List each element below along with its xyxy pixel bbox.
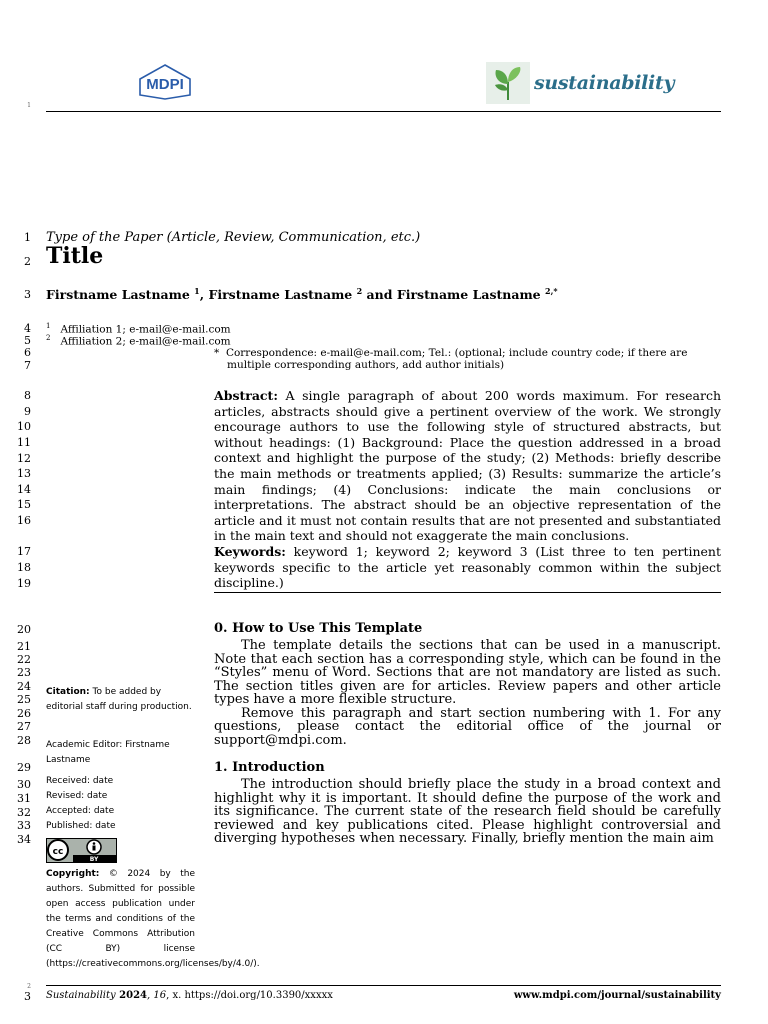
line-number: 24 [17, 680, 31, 693]
line-number: 15 [17, 498, 31, 511]
line-number: 5 [24, 334, 31, 347]
date-received: Received: date [46, 776, 114, 786]
abstract-label: Abstract: [214, 388, 278, 403]
affiliation-text: Affiliation 1; e-mail@e-mail.com [60, 323, 231, 336]
line-number: 22 [17, 653, 31, 666]
line-number: 28 [17, 734, 31, 747]
section-body [214, 778, 721, 846]
line-number: 14 [17, 483, 31, 496]
date-published: Published: date [46, 821, 116, 831]
author-name: , Firstname Lastname [199, 287, 357, 303]
cc-by-license-badge[interactable] [46, 838, 117, 863]
line-number: 17 [17, 545, 31, 558]
line-number: 34 [17, 833, 31, 846]
keywords-label: Keywords: [214, 544, 286, 559]
journal-url[interactable]: www.mdpi.com/journal/sustainability [513, 990, 721, 1001]
mdpi-logo [137, 64, 193, 100]
author-affiliation-mark: 2 [356, 286, 363, 296]
line-number: 32 [17, 806, 31, 819]
footer-year: 2024 [115, 990, 147, 1001]
line-number: 20 [17, 623, 31, 636]
line-number: 19 [17, 577, 31, 590]
correspondence-line: multiple corresponding authors, add author initials) [227, 359, 505, 371]
line-number: 23 [17, 666, 31, 679]
author-name: Firstname Lastname [46, 287, 195, 303]
date-revised: Revised: date [46, 791, 108, 801]
svg-text:cc: cc [52, 847, 64, 857]
line-number: 13 [17, 467, 31, 480]
line-number: 12 [17, 452, 31, 465]
affiliation-mark: 2 [46, 334, 51, 342]
author-name: and Firstname Lastname [362, 287, 545, 303]
line-number: 21 [17, 640, 31, 653]
keywords-text: keyword 1; keyword 2; keyword 3 (List three to ten pertinent keywords specific to the article yet reasonably common within the subject discipline.) [214, 544, 721, 591]
footer-volume: , 16 [147, 990, 167, 1001]
line-number: 30 [17, 778, 31, 791]
line-number: 33 [17, 819, 31, 832]
author-affiliation-mark: 2,* [545, 286, 558, 296]
paragraph: The introduction should briefly place the study in a broad context and highlight why it is important. It should define the purpose of the work and its significance. The current state of the research field should be carefully reviewed and key publications cited. Please highlight controversial and diverging hypotheses when necessary. Finally, briefly mention the main aim [214, 777, 721, 846]
line-number: 8 [24, 389, 31, 402]
footer-mark: 2 [27, 983, 31, 990]
abstract-text: A single paragraph of about 200 words maximum. For research articles, abstracts should give a pertinent overview of the work. We strongly encourage authors to use the following style of structured abstracts, but without headings: (1) Background: Place the question addressed in a broad context and highlight the purpose of the study; (2) Methods: briefly describe the main methods or treatments applied; (3) Results: summarize the article’s main findings; (4) Conclusions: indicate the main conclusions or interpretations. The abstract should be an objective representation of the article and it must not contain results that are not presented and substantiated in the main text and should not exaggerate the main conclusions. [214, 388, 721, 544]
citation-text: To be added by editorial staff during production. [46, 687, 192, 712]
paper-type: Type of the Paper (Article, Review, Communication, etc.) [46, 230, 421, 245]
authors [46, 286, 558, 302]
paragraph: Remove this paragraph and start section numbering with 1. For any questions, please contact the editorial office of the journal or support@mdpi.com. [214, 705, 721, 748]
academic-editor: Academic Editor: Firstname Lastname [46, 740, 170, 765]
copyright-label: Copyright: [46, 869, 100, 879]
copyright [46, 867, 260, 972]
author-affiliation-mark: 1 [194, 286, 200, 296]
correspondence-line: Correspondence: e-mail@e-mail.com; Tel.: (optional; include country code; if there are [225, 347, 688, 359]
line-number: 7 [24, 359, 31, 372]
journal-name: sustainability [534, 72, 675, 94]
header-rule [46, 111, 721, 112]
svg-text:MDPI: MDPI [146, 76, 184, 93]
copyright-text: © 2024 by the authors. Submitted for possible open access publication under the terms and conditions of the Creative Commons Attribution (CC BY) license (https://creativecommons.org/licenses/by/4.0/). [46, 869, 260, 969]
affiliation-text: Affiliation 2; e-mail@e-mail.com [60, 335, 231, 348]
header-line-number: 1 [27, 102, 31, 109]
line-number: 31 [17, 792, 31, 805]
page-title: Title [46, 243, 104, 269]
citation-label: Citation: [46, 687, 90, 697]
line-number: 29 [17, 761, 31, 774]
keywords-rule [214, 592, 721, 593]
line-number: 9 [24, 405, 31, 418]
line-number: 18 [17, 561, 31, 574]
page-number: 3 [24, 990, 31, 1003]
affiliation [46, 334, 231, 348]
correspondence [214, 347, 719, 371]
section-heading: 0. How to Use This Template [214, 621, 423, 636]
abstract [214, 388, 721, 544]
date-accepted: Accepted: date [46, 806, 115, 816]
keywords [214, 544, 721, 591]
paragraph: The template details the sections that can be used in a manuscript. Note that each section has a corresponding style, which can be found in the “Styles” menu of Word. Sections that are not mandatory are listed as such. The section titles given are for articles. Review papers and other article types have a more flexible structure. [214, 638, 721, 707]
line-number: 27 [17, 720, 31, 733]
affiliation-mark: 1 [46, 322, 51, 330]
line-number: 26 [17, 707, 31, 720]
svg-text:BY: BY [89, 856, 99, 863]
line-number: 6 [24, 346, 31, 359]
line-number: 11 [17, 436, 31, 449]
footer-rule [46, 985, 721, 986]
sprout-icon [486, 62, 530, 104]
section-heading: 1. Introduction [214, 760, 325, 775]
section-body [214, 639, 721, 747]
line-number: 25 [17, 693, 31, 706]
line-number: 10 [17, 420, 31, 433]
line-number: 3 [24, 288, 31, 301]
line-number: 1 [24, 231, 31, 244]
correspondence-marker: * [214, 347, 220, 359]
line-number: 2 [24, 255, 31, 268]
line-number: 4 [24, 322, 31, 335]
footer-doi[interactable]: , x. https://doi.org/10.3390/xxxxx [166, 990, 333, 1001]
footer-citation [46, 990, 333, 1001]
line-number: 16 [17, 514, 31, 527]
citation [46, 685, 195, 715]
footer-journal: Sustainability [46, 990, 116, 1001]
